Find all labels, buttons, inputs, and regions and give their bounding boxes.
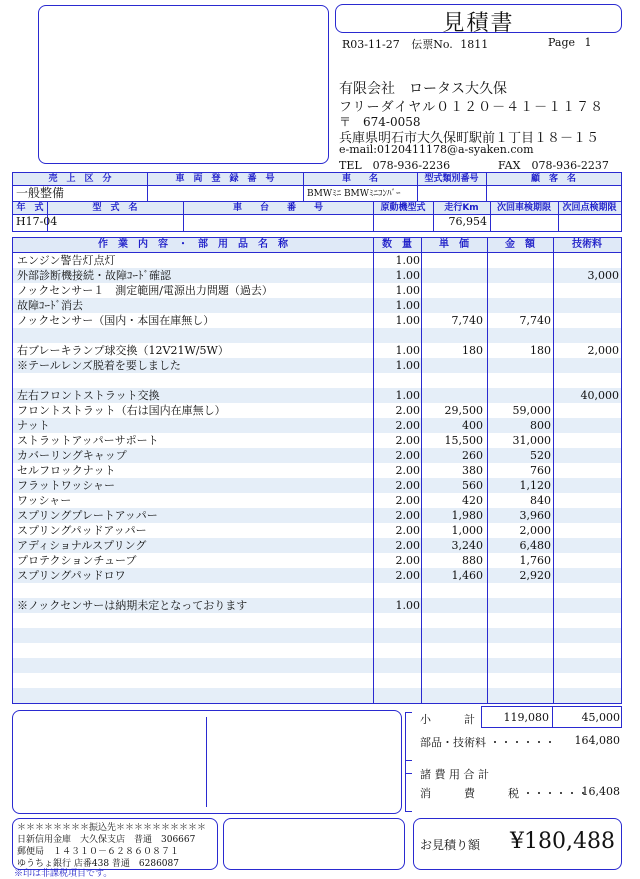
header-type-no: 型式類別番号 bbox=[424, 174, 479, 184]
item-name: エンジン警告灯点灯 bbox=[17, 254, 116, 267]
item-fee: 2,000 bbox=[587, 344, 619, 357]
header-customer: 顧 客 名 bbox=[530, 174, 576, 184]
items-header-qty: 数 量 bbox=[382, 239, 412, 250]
table-row bbox=[13, 433, 621, 448]
item-name: フロントストラット（右は国内在庫無し） bbox=[17, 404, 226, 417]
item-amount: 31,000 bbox=[512, 434, 551, 447]
item-amount: 760 bbox=[530, 464, 551, 477]
item-price: 1,980 bbox=[451, 509, 483, 522]
item-name: ※ノックセンサーは納期未定となっております bbox=[17, 599, 248, 612]
header-next-check: 次回点検期限 bbox=[562, 203, 617, 213]
item-amount: 1,760 bbox=[519, 554, 551, 567]
table-row bbox=[13, 553, 621, 568]
table-row bbox=[13, 448, 621, 463]
item-qty: 2.00 bbox=[395, 554, 420, 567]
meta-line bbox=[342, 36, 488, 52]
page-number: 1 bbox=[584, 36, 592, 49]
item-qty: 2.00 bbox=[395, 494, 420, 507]
item-name: 外部診断機接続・故障ｺｰﾄﾞ確認 bbox=[17, 269, 171, 282]
estimate-date: R03-11-27 bbox=[342, 38, 400, 51]
estimate-value: ¥180,488 bbox=[510, 829, 615, 854]
non-taxable-note: ※印は非課税項目です。 bbox=[14, 869, 113, 879]
items-header-name: 作 業 内 容 ・ 部 用 品 名 称 bbox=[98, 239, 288, 250]
table-row bbox=[13, 478, 621, 493]
item-name: スプリングパッドロワ bbox=[17, 569, 126, 582]
item-name: スプリングプレートアッパー bbox=[17, 509, 158, 522]
item-amount: 840 bbox=[530, 494, 551, 507]
page-indicator bbox=[548, 36, 592, 49]
table-row bbox=[13, 613, 621, 628]
document-title: 見積書 bbox=[442, 11, 515, 36]
item-price: 15,500 bbox=[444, 434, 483, 447]
item-amount: 6,480 bbox=[519, 539, 551, 552]
item-price: 1,000 bbox=[451, 524, 483, 537]
table-row bbox=[13, 568, 621, 583]
title-box bbox=[335, 4, 622, 36]
item-name: セルフロックナット bbox=[17, 464, 116, 477]
item-amount: 1,120 bbox=[519, 479, 551, 492]
header-sales-class: 売 上 区 分 bbox=[48, 174, 112, 184]
table-row bbox=[13, 598, 621, 613]
table-row bbox=[13, 373, 621, 388]
item-qty: 2.00 bbox=[395, 569, 420, 582]
item-amount: 2,920 bbox=[519, 569, 551, 582]
item-qty: 1.00 bbox=[395, 284, 420, 297]
estimate-total-box bbox=[413, 818, 622, 870]
header-model: 型 式 名 bbox=[92, 203, 138, 213]
item-name: ナット bbox=[17, 419, 50, 432]
table-row bbox=[13, 328, 621, 343]
item-fee: 40,000 bbox=[580, 389, 619, 402]
subtotal-amount: 119,080 bbox=[503, 711, 549, 724]
item-price: 1,460 bbox=[451, 569, 483, 582]
table-row bbox=[13, 523, 621, 538]
table-row bbox=[13, 253, 621, 268]
item-amount: 3,960 bbox=[519, 509, 551, 522]
table-row bbox=[13, 643, 621, 658]
table-row bbox=[13, 268, 621, 283]
bank-header: ＊＊＊＊＊＊＊＊振込先＊＊＊＊＊＊＊＊＊＊ bbox=[17, 823, 207, 833]
company-fax: FAX 078-936-2237 bbox=[498, 159, 609, 172]
table-row bbox=[13, 508, 621, 523]
item-price: 880 bbox=[462, 554, 483, 567]
header-next-inspection: 次回車検期限 bbox=[496, 203, 551, 213]
item-qty: 1.00 bbox=[395, 389, 420, 402]
table-row bbox=[13, 583, 621, 598]
items-table bbox=[12, 237, 622, 704]
item-amount: 2,000 bbox=[519, 524, 551, 537]
item-name: 右ブレーキランプ球交換（12V21W/5W） bbox=[17, 344, 229, 357]
tax-value: 16,408 bbox=[581, 785, 620, 798]
item-qty: 1.00 bbox=[395, 269, 420, 282]
item-price: 29,500 bbox=[444, 404, 483, 417]
item-qty: 2.00 bbox=[395, 524, 420, 537]
parts-fee-value: 164,080 bbox=[574, 734, 620, 747]
item-name: フラットワッシャー bbox=[17, 479, 116, 492]
item-qty: 1.00 bbox=[395, 254, 420, 267]
item-price: 180 bbox=[462, 344, 483, 357]
table-row bbox=[13, 703, 621, 704]
mileage-value: 76,954 bbox=[448, 215, 487, 228]
item-qty: 1.00 bbox=[395, 599, 420, 612]
bank-line-2: 郵便局 １４３１０－６２８６０８７１ bbox=[17, 847, 180, 857]
table-row bbox=[13, 538, 621, 553]
item-fee: 3,000 bbox=[587, 269, 619, 282]
items-header-price: 単 価 bbox=[439, 239, 469, 250]
header-reg-no: 車 両 登 録 番 号 bbox=[175, 174, 275, 184]
table-row bbox=[13, 298, 621, 313]
item-qty: 2.00 bbox=[395, 509, 420, 522]
item-name: ※テールレンズ脱着を要しました bbox=[17, 359, 181, 372]
header-mileage: 走行Km bbox=[444, 203, 479, 213]
item-amount: 520 bbox=[530, 449, 551, 462]
item-qty: 2.00 bbox=[395, 479, 420, 492]
estimate-label: お見積り額 bbox=[420, 838, 481, 852]
bank-line-3: ゆうちょ銀行 店番438 普通 6286087 bbox=[17, 859, 179, 869]
table-row bbox=[13, 658, 621, 673]
year-value: H17-04 bbox=[16, 215, 58, 228]
remarks-box bbox=[12, 710, 402, 814]
header-engine: 原動機型式 bbox=[380, 203, 426, 213]
item-amount: 59,000 bbox=[512, 404, 551, 417]
item-qty: 2.00 bbox=[395, 449, 420, 462]
item-qty: 1.00 bbox=[395, 344, 420, 357]
header-year: 年 式 bbox=[16, 203, 44, 213]
memo-box bbox=[223, 818, 405, 870]
table-row bbox=[13, 343, 621, 358]
item-qty: 2.00 bbox=[395, 419, 420, 432]
header-car-name: 車 名 bbox=[341, 174, 378, 184]
header-chassis: 車 台 番 号 bbox=[232, 203, 323, 213]
items-header-fee: 技術料 bbox=[572, 239, 602, 250]
table-row bbox=[13, 673, 621, 688]
table-row bbox=[13, 283, 621, 298]
item-qty: 2.00 bbox=[395, 434, 420, 447]
item-amount: 7,740 bbox=[519, 314, 551, 327]
item-price: 260 bbox=[462, 449, 483, 462]
company-postal: 〒 674-0058 bbox=[339, 115, 421, 129]
table-row bbox=[13, 688, 621, 703]
item-name: ノックセンサー１ 測定範囲/電源出力問題（過去） bbox=[17, 284, 273, 297]
company-address: 兵庫県明石市大久保町駅前１丁目１８－１５ bbox=[339, 131, 600, 146]
table-row bbox=[13, 388, 621, 403]
item-name: 左右フロントストラット交換 bbox=[17, 389, 160, 402]
item-qty: 2.00 bbox=[395, 464, 420, 477]
bank-line-1: 日新信用金庫 大久保支店 普通 306667 bbox=[17, 835, 196, 845]
items-header-amount: 金 額 bbox=[505, 239, 535, 250]
company-name: 有限会社 ロータス大久保 bbox=[339, 81, 507, 97]
item-name: カバーリングキャップ bbox=[17, 449, 127, 462]
subtotal-fee: 45,000 bbox=[581, 711, 620, 724]
item-price: 3,240 bbox=[451, 539, 483, 552]
page-label: Page bbox=[548, 36, 576, 49]
slip-number: 1811 bbox=[460, 38, 489, 51]
item-name: ストラットアッパーサポート bbox=[17, 434, 159, 447]
item-price: 400 bbox=[462, 419, 483, 432]
table-row bbox=[13, 463, 621, 478]
item-amount: 800 bbox=[530, 419, 551, 432]
item-name: アディショナルスプリング bbox=[17, 539, 147, 552]
item-qty: 2.00 bbox=[395, 404, 420, 417]
item-price: 380 bbox=[462, 464, 483, 477]
item-name: プロテクションチューブ bbox=[17, 554, 137, 567]
item-name: ノックセンサー（国内・本国在庫無し） bbox=[17, 314, 215, 327]
misc-label: 諸 費 用 合 計 bbox=[420, 768, 489, 781]
table-row bbox=[13, 313, 621, 328]
company-tel: TEL 078-936-2236 bbox=[339, 159, 451, 172]
sales-class-value: 一般整備 bbox=[16, 186, 65, 200]
company-email: e-mail:0120411178@a-syaken.com bbox=[339, 143, 534, 156]
subtotal-box bbox=[481, 706, 622, 728]
table-row bbox=[13, 493, 621, 508]
table-row bbox=[13, 628, 621, 643]
subtotal-label: 小 計 bbox=[420, 713, 475, 726]
item-name: スプリングパッドアッパー bbox=[17, 524, 147, 537]
item-name: ワッシャー bbox=[17, 494, 72, 507]
item-price: 7,740 bbox=[451, 314, 483, 327]
item-amount: 180 bbox=[530, 344, 551, 357]
vehicle-info-table bbox=[12, 172, 622, 232]
slip-label: 伝票No. bbox=[411, 38, 453, 51]
item-price: 560 bbox=[462, 479, 483, 492]
item-qty: 1.00 bbox=[395, 359, 420, 372]
item-price: 420 bbox=[462, 494, 483, 507]
item-qty: 1.00 bbox=[395, 299, 420, 312]
car-name-value: BMWﾐﾆ BMWﾐﾆｺﾝﾊﾞｰ bbox=[307, 189, 401, 199]
parts-fee-label: 部品・技術料 ・・・・・・ bbox=[420, 736, 556, 749]
item-qty: 2.00 bbox=[395, 539, 420, 552]
customer-address-box bbox=[38, 5, 329, 164]
item-qty: 1.00 bbox=[395, 314, 420, 327]
tax-label: 消 費 税 ・・・・・・ bbox=[420, 787, 589, 800]
table-row bbox=[13, 358, 621, 373]
table-row bbox=[13, 403, 621, 418]
bank-info-box bbox=[12, 818, 218, 870]
table-row bbox=[13, 418, 621, 433]
item-name: 故障ｺｰﾄﾞ消去 bbox=[17, 299, 83, 312]
company-freedial: フリーダイヤル０１２０－４１－１１７８ bbox=[339, 100, 605, 115]
